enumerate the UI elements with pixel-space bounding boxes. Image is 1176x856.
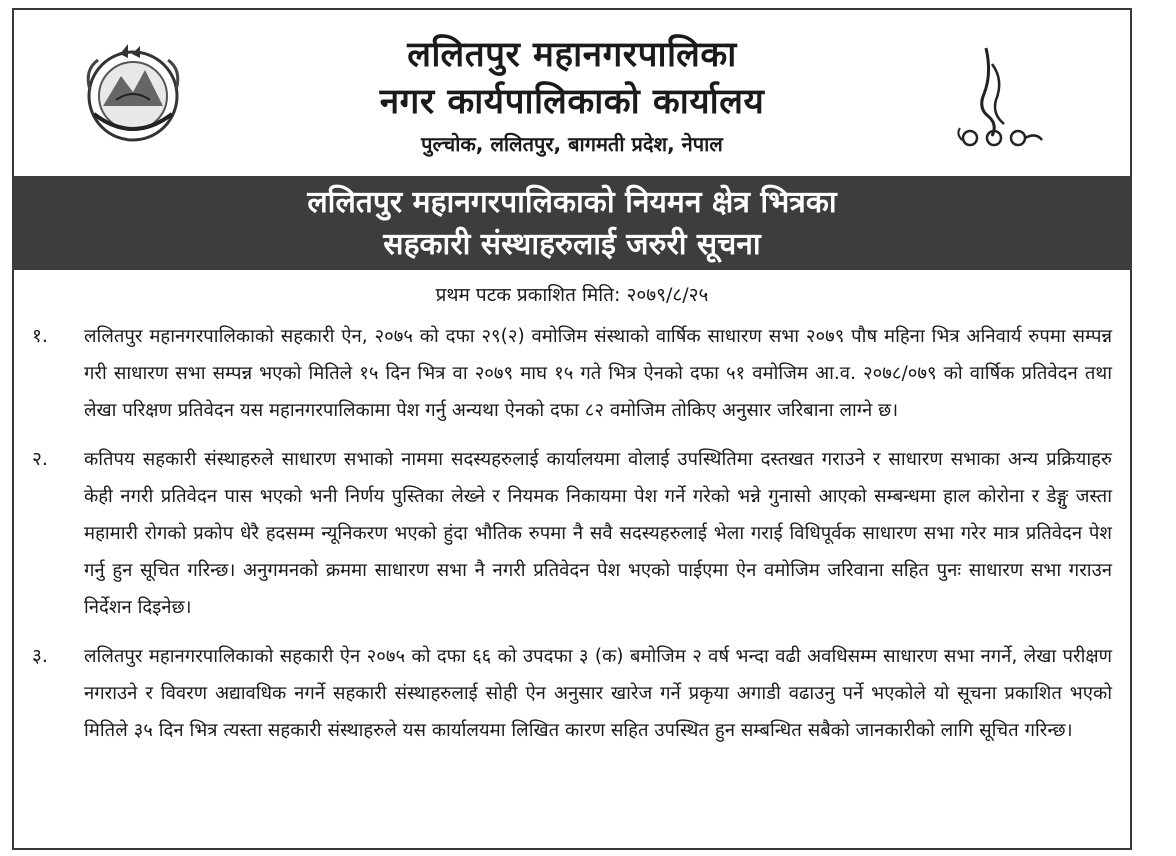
published-date: प्रथम पटक प्रकाशित मिति: २०७९/८/२५ <box>435 284 709 306</box>
item-text: ललितपुर महानगरपालिकाको सहकारी ऐन २०७५ को दफा ६६ को उपदफा ३ (क) बमोजिम २ वर्ष भन्दा वढी अवधिसम्म साधारण सभा नगर्ने, लेखा परीक्षण नगराउने र विवरण अद्यावधिक नगर्ने सहकारी संस्थाहरुलाई सोही ऐन अनुसार खारेज गर्ने प्रकृया अगाडी वढाउनु पर्ने भएकोले यो सूचना प्रकाशित भएको मितिले ३५ दिन भित्र त्यस्ता सहकारी संस्थाहरुले यस कार्यालयमा लिखित कारण सहित उपस्थित हुन सम्बन्धित सबैको जानकारीको लागि सूचित गरिन्छ। <box>84 646 1112 741</box>
letterhead <box>14 10 1130 176</box>
notice-title-line1: ललितपुर महानगरपालिकाको नियमन क्षेत्र भित्रका <box>307 185 837 220</box>
office-subtitle: नगर कार्यपालिकाको कार्यालय <box>379 82 765 122</box>
office-address: पुल्चोक, ललितपुर, बागमती प्रदेश, नेपाल <box>421 132 723 156</box>
item-text: कतिपय सहकारी संस्थाहरुले साधारण सभाको नाममा सदस्यहरुलाई कार्यालयमा वोलाई उपस्थितिमा दस्तखत गराउने र साधारण सभाका अन्य प्रक्रियाहरु केही नगरी प्रतिवेदन पास भएको भनी निर्णय पुस्तिका लेख्ने र नियमक निकायमा पेश गर्ने गरेको भन्ने गुनासो आएको सम्बन्धमा हाल कोरोना र डेङ्गु जस्ता महामारी रोगको प्रकोप धेरै हदसम्म न्यूनिकरण भएको हुंदा भौतिक रुपमा नै सवै सदस्यहरुलाई भेला गराई विधिपूर्वक साधारण सभा गरेर मात्र प्रतिवेदन पेश गर्नु हुन सूचित गरिन्छ। अनुगमनको क्रममा साधारण सभा नै नगरी प्रतिवेदन पेश भएको पाईएमा ऐन वमोजिम जरिवाना सहित पुनः साधारण सभा गराउन निर्देशन दिइनेछ। <box>84 449 1112 618</box>
item-number: १. <box>32 325 48 347</box>
item-text: ललितपुर महानगरपालिकाको सहकारी ऐन, २०७५ को दफा २९(२) वमोजिम संस्थाको वार्षिक साधारण सभा २०७९ पौष महिना भित्र अनिवार्य रुपमा सम्पन्न गरी साधारण सभा सम्पन्न भएको मितिले १५ दिन भित्र वा २०७९ माघ १५ गते भित्र ऐनको दफा ५१ वमोजिम आ.व. २०७८/०७९ को वार्षिक प्रतिवेदन तथा लेखा परिक्षण प्रतिवेदन यस महानगरपालिकामा पेश गर्नु अन्यथा ऐनको दफा ८२ वमोजिम तोकिए अनुसार जरिबाना लाग्ने छ। <box>84 326 1112 421</box>
notice-items <box>24 318 1112 761</box>
item-number: २. <box>32 448 48 470</box>
notice-document <box>12 8 1132 850</box>
conch-logo-icon <box>952 44 1052 152</box>
notice-title-banner <box>14 176 1130 270</box>
list-item <box>24 638 1112 749</box>
notice-title-line2: सहकारी संस्थाहरुलाई जरुरी सूचना <box>383 227 761 262</box>
item-number: ३. <box>32 645 48 667</box>
office-name: ललितपुर महानगरपालिका <box>407 35 737 75</box>
list-item <box>24 441 1112 626</box>
list-item <box>24 318 1112 429</box>
